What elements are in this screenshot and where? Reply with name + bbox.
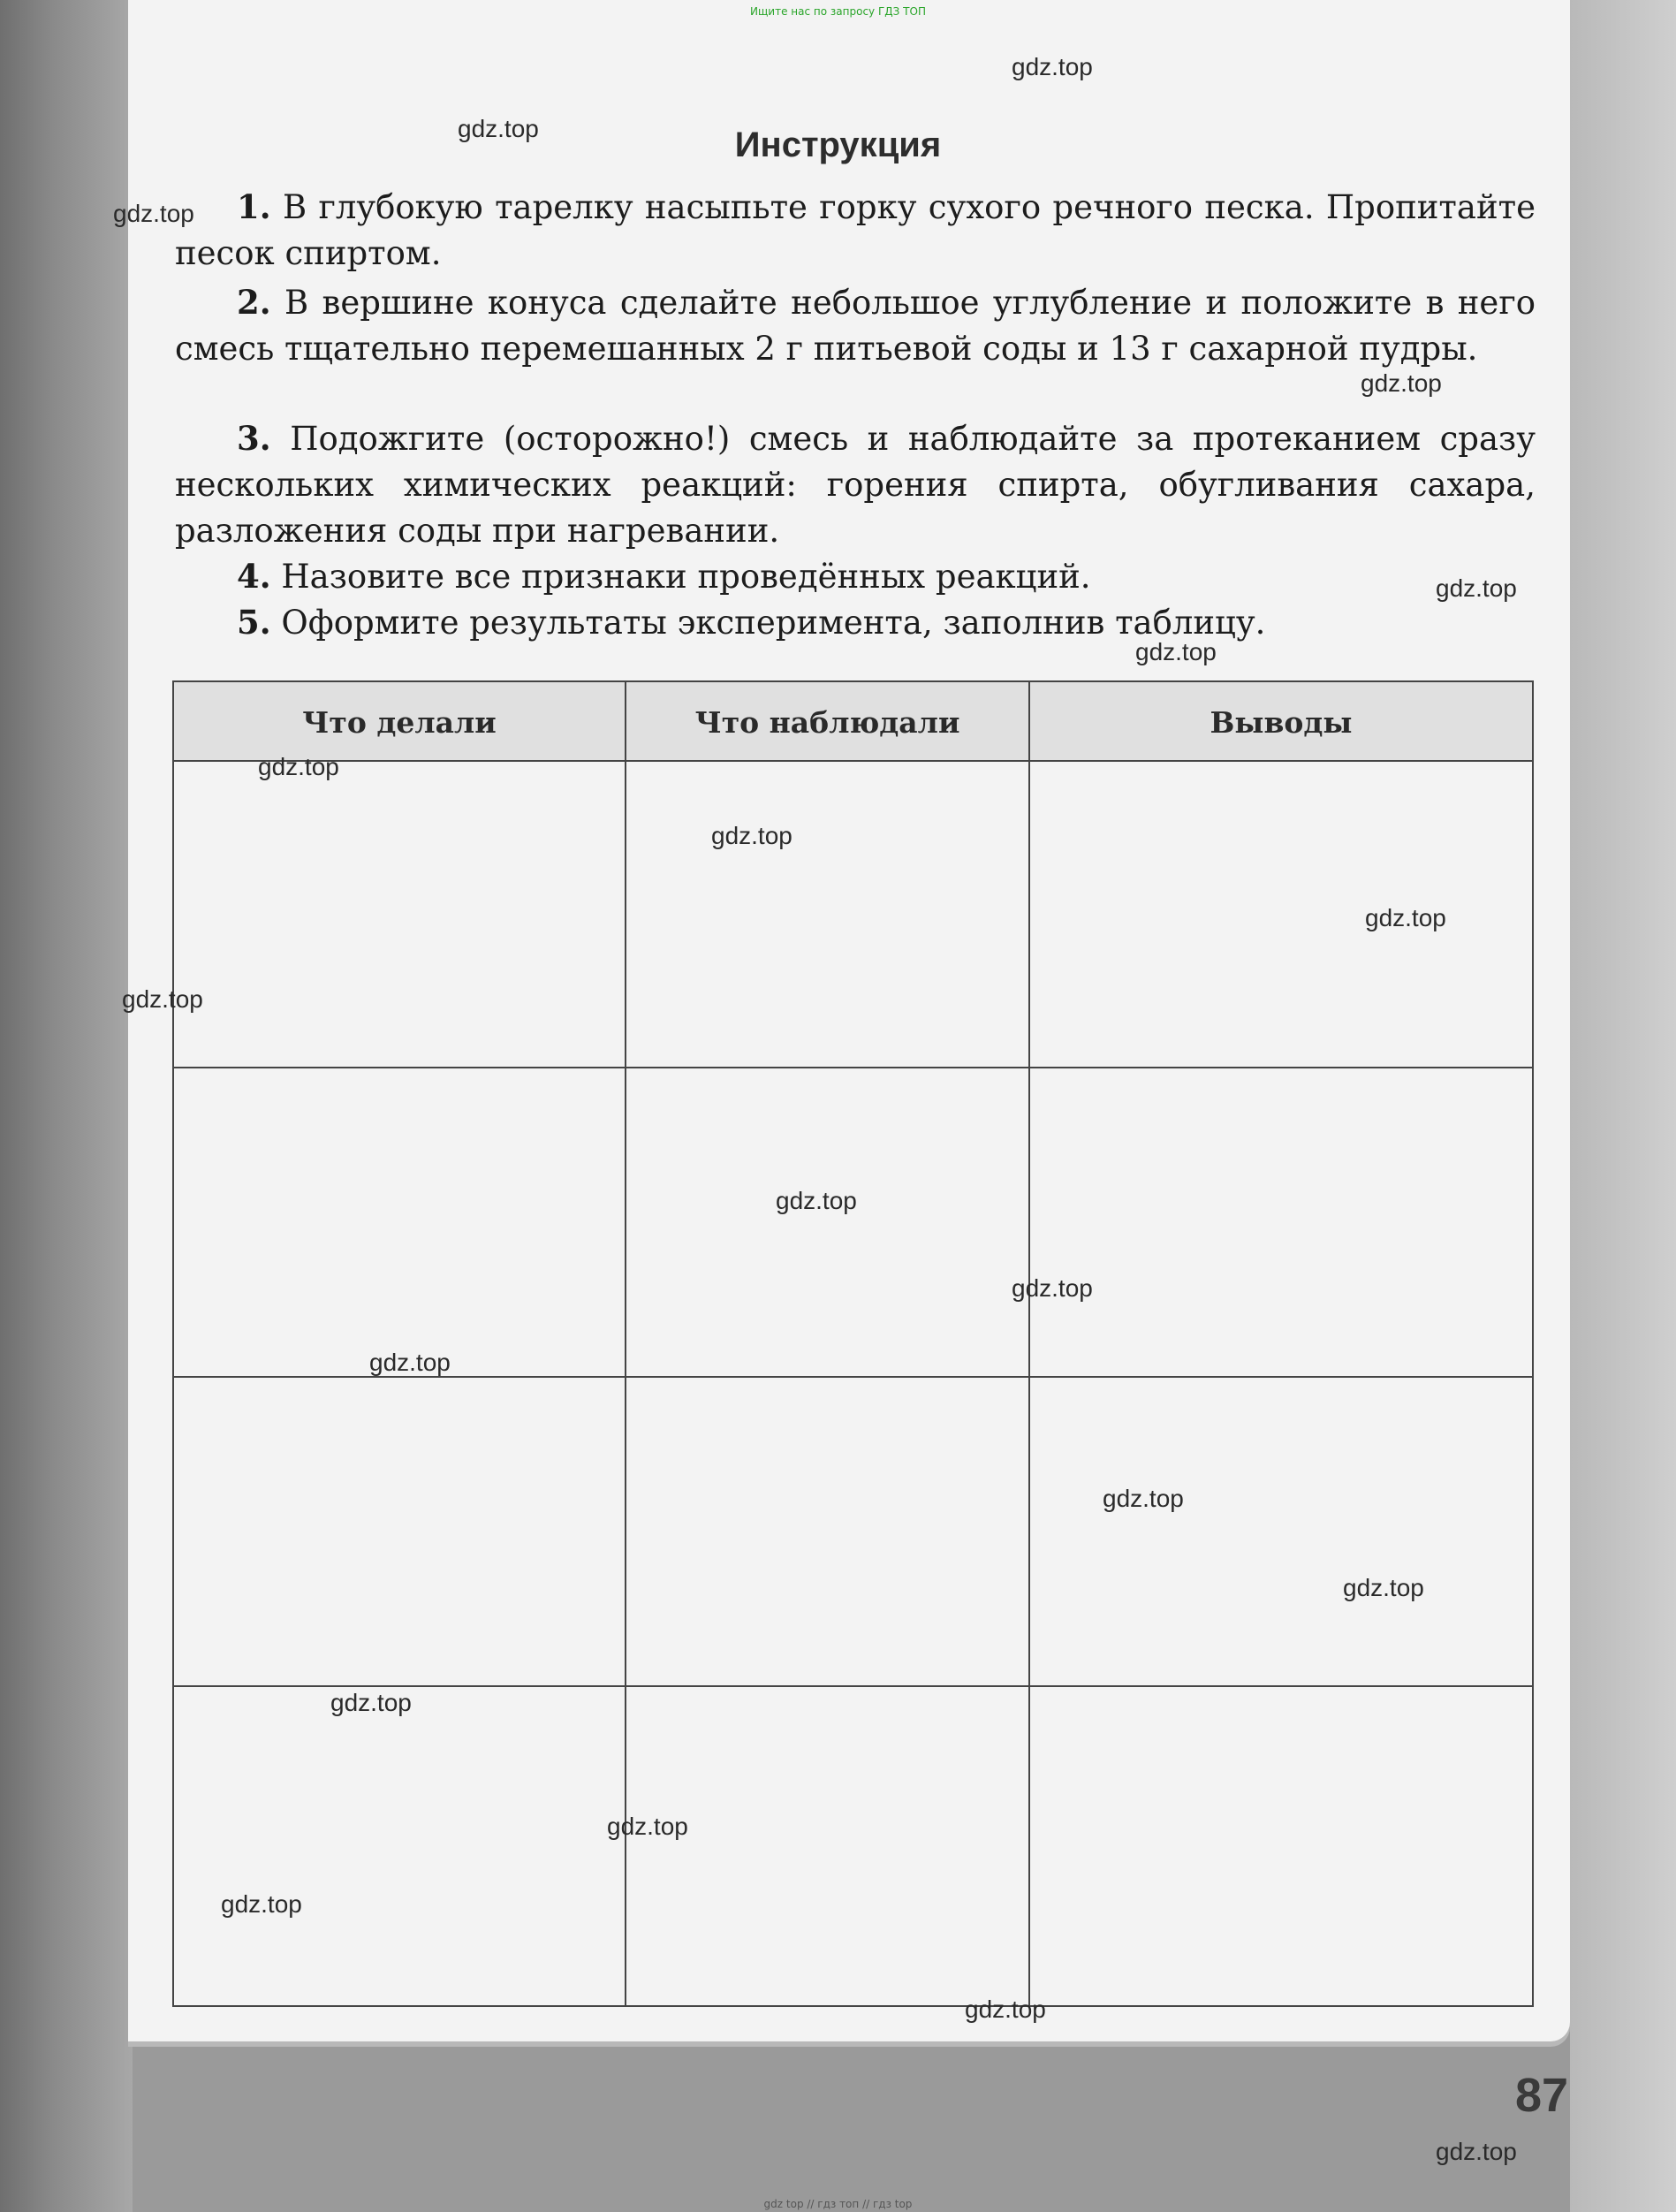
instruction-step-3 [175, 415, 1536, 554]
watermark: gdz.top [1012, 53, 1093, 80]
results-table [172, 680, 1534, 2007]
table-cell-empty[interactable] [174, 1687, 625, 2003]
watermark: gdz.top [122, 985, 203, 1013]
table-cell-empty[interactable] [626, 1378, 1028, 1685]
watermark: gdz.top [330, 1689, 412, 1716]
table-cell-empty[interactable] [626, 1687, 1028, 2003]
step-number: 1. [237, 187, 271, 226]
instruction-step-1 [175, 184, 1536, 277]
watermark: gdz.top [776, 1187, 857, 1214]
step-number: 3. [237, 419, 271, 458]
watermark: gdz.top [1365, 904, 1446, 931]
step-text: В вершине конуса сделайте небольшое углубление и положите в него смесь тщательно перемешанных 2 г питьевой соды и 13 г сахарной пудры. [175, 284, 1536, 368]
step-number: 4. [237, 557, 271, 596]
bottom-site-link[interactable]: gdz top // гдз топ // гдз top [763, 2198, 913, 2210]
watermark: gdz.top [458, 115, 539, 142]
top-search-hint[interactable]: Ищите нас по запросу ГДЗ ТОП [750, 5, 926, 18]
table-cell-empty[interactable] [1030, 1687, 1532, 2003]
step-text: Подожгите (осторожно!) смесь и наблюдайте за протеканием сразу нескольких химических реакций: горения спирта, обугливания сахара, разложения соды при нагревании. [175, 420, 1536, 550]
watermark: gdz.top [369, 1349, 451, 1376]
table-cell-empty[interactable] [1030, 1378, 1532, 1685]
table-cell-empty[interactable] [174, 762, 625, 1067]
watermark: gdz.top [1436, 2138, 1517, 2165]
table-cell-empty[interactable] [1030, 762, 1532, 1067]
watermark: gdz.top [113, 200, 194, 227]
step-text: Назовите все признаки проведённых реакций. [281, 558, 1091, 596]
instruction-heading: Инструкция [734, 125, 942, 164]
instruction-step-5 [175, 599, 1536, 646]
watermark: gdz.top [607, 1813, 688, 1840]
instruction-step-4 [175, 553, 1536, 600]
header-cell-observed: Что наблюдали [694, 704, 960, 740]
watermark: gdz.top [1135, 638, 1217, 665]
watermark: gdz.top [1343, 1574, 1424, 1601]
watermark: gdz.top [965, 1995, 1046, 2023]
watermark: gdz.top [711, 822, 792, 849]
watermark: gdz.top [1361, 369, 1442, 397]
instruction-step-2 [175, 279, 1536, 372]
table-cell-empty[interactable] [626, 762, 1028, 1067]
page-number: 87 [1515, 2069, 1569, 2122]
step-text: Оформите результаты эксперимента, заполнив таблицу. [281, 604, 1266, 642]
step-number: 5. [237, 603, 271, 642]
table-cell-empty[interactable] [1030, 1068, 1532, 1376]
book-spine-shadow [0, 0, 133, 2212]
table-cell-empty[interactable] [174, 1378, 625, 1685]
watermark: gdz.top [221, 1890, 302, 1918]
table-cell-empty[interactable] [626, 1068, 1028, 1376]
watermark: gdz.top [1436, 574, 1517, 602]
header-cell-what-did: Что делали [302, 704, 497, 740]
header-cell-conclusions: Выводы [1210, 704, 1353, 740]
watermark: gdz.top [1012, 1274, 1093, 1302]
watermark: gdz.top [258, 753, 339, 780]
watermark: gdz.top [1103, 1485, 1184, 1512]
page-edge [1570, 0, 1676, 2212]
step-text: В глубокую тарелку насыпьте горку сухого речного песка. Пропитайте песок спиртом. [175, 188, 1536, 272]
table-cell-empty[interactable] [174, 1068, 625, 1376]
step-number: 2. [237, 283, 271, 322]
